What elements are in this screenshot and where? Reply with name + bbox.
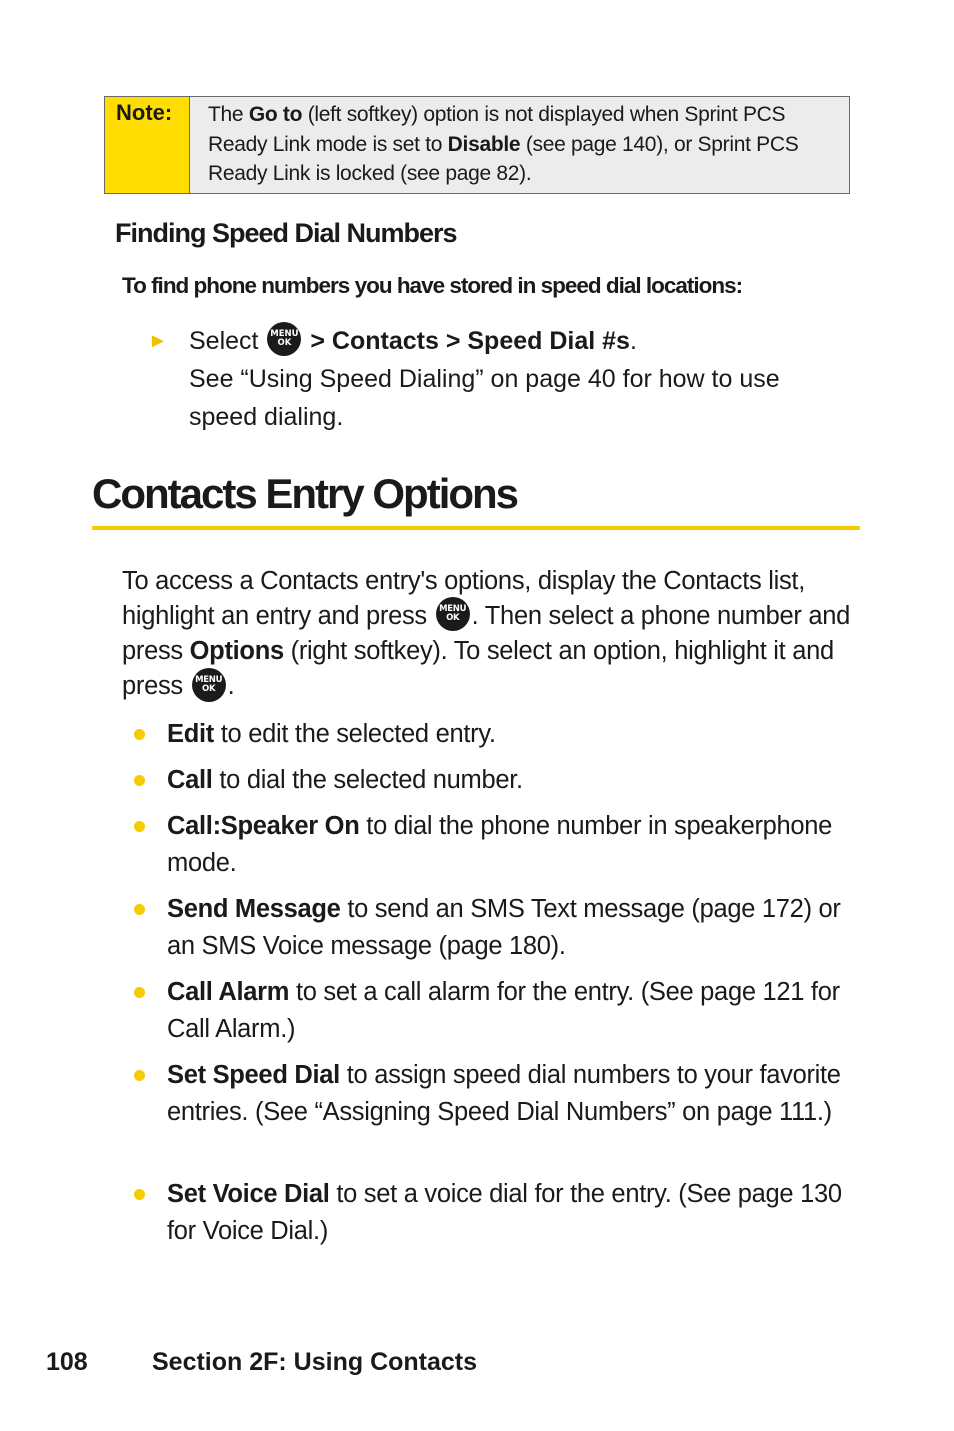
step-note: See “Using Speed Dialing” on page 40 for how to use speed dialing.	[189, 365, 780, 431]
bullet-icon	[134, 987, 145, 998]
note-text-1: The	[208, 103, 249, 126]
note-disable-term: Disable	[447, 132, 521, 156]
page-number: 108	[46, 1348, 88, 1376]
menu-ok-icon: MENU OK	[267, 322, 301, 356]
menu-ok-icon: MENU OK	[192, 668, 226, 702]
note-text	[208, 100, 838, 189]
bullet-icon	[134, 1189, 145, 1200]
menu-ok-icon: MENU OK	[436, 597, 470, 631]
bullet-icon	[134, 904, 145, 915]
note-goto-term: Go to	[248, 103, 303, 126]
finding-instruction: To find phone numbers you have stored in speed dial locations:	[122, 273, 743, 298]
footer-section: Section 2F: Using Contacts	[152, 1348, 478, 1376]
intro-paragraph: To access a Contacts entry's options, display the Contacts list, highlight an entry and press MENU OK . Then select a phone number and press Options (right softkey). To select an option, highlight it and press MENU OK .	[122, 567, 851, 701]
step-select-word: Select	[189, 327, 259, 355]
note-text-3: (see page 140), or Sprint PCS Ready Link is locked (see page 82).	[208, 132, 799, 185]
note-label: Note:	[105, 97, 190, 193]
page-footer	[46, 1348, 477, 1377]
note-box	[104, 96, 850, 194]
title-divider	[92, 526, 860, 530]
finding-speed-dial-heading: Finding Speed Dial Numbers	[115, 218, 457, 248]
bullet-icon	[134, 775, 145, 786]
options-term: Options	[189, 637, 284, 666]
bullet-icon	[134, 1070, 145, 1081]
note-text-2: (left softkey) option is not displayed when Sprint PCS Ready Link mode is set to	[208, 103, 786, 156]
step-period: .	[629, 327, 637, 355]
bullet-icon	[134, 821, 145, 832]
step-arrow-icon: ►	[148, 330, 168, 352]
page-title: Contacts Entry Options	[92, 470, 518, 517]
step-menu-path: > Contacts > Speed Dial #s	[303, 327, 630, 355]
step-text	[189, 322, 849, 436]
bullet-icon	[134, 729, 145, 740]
